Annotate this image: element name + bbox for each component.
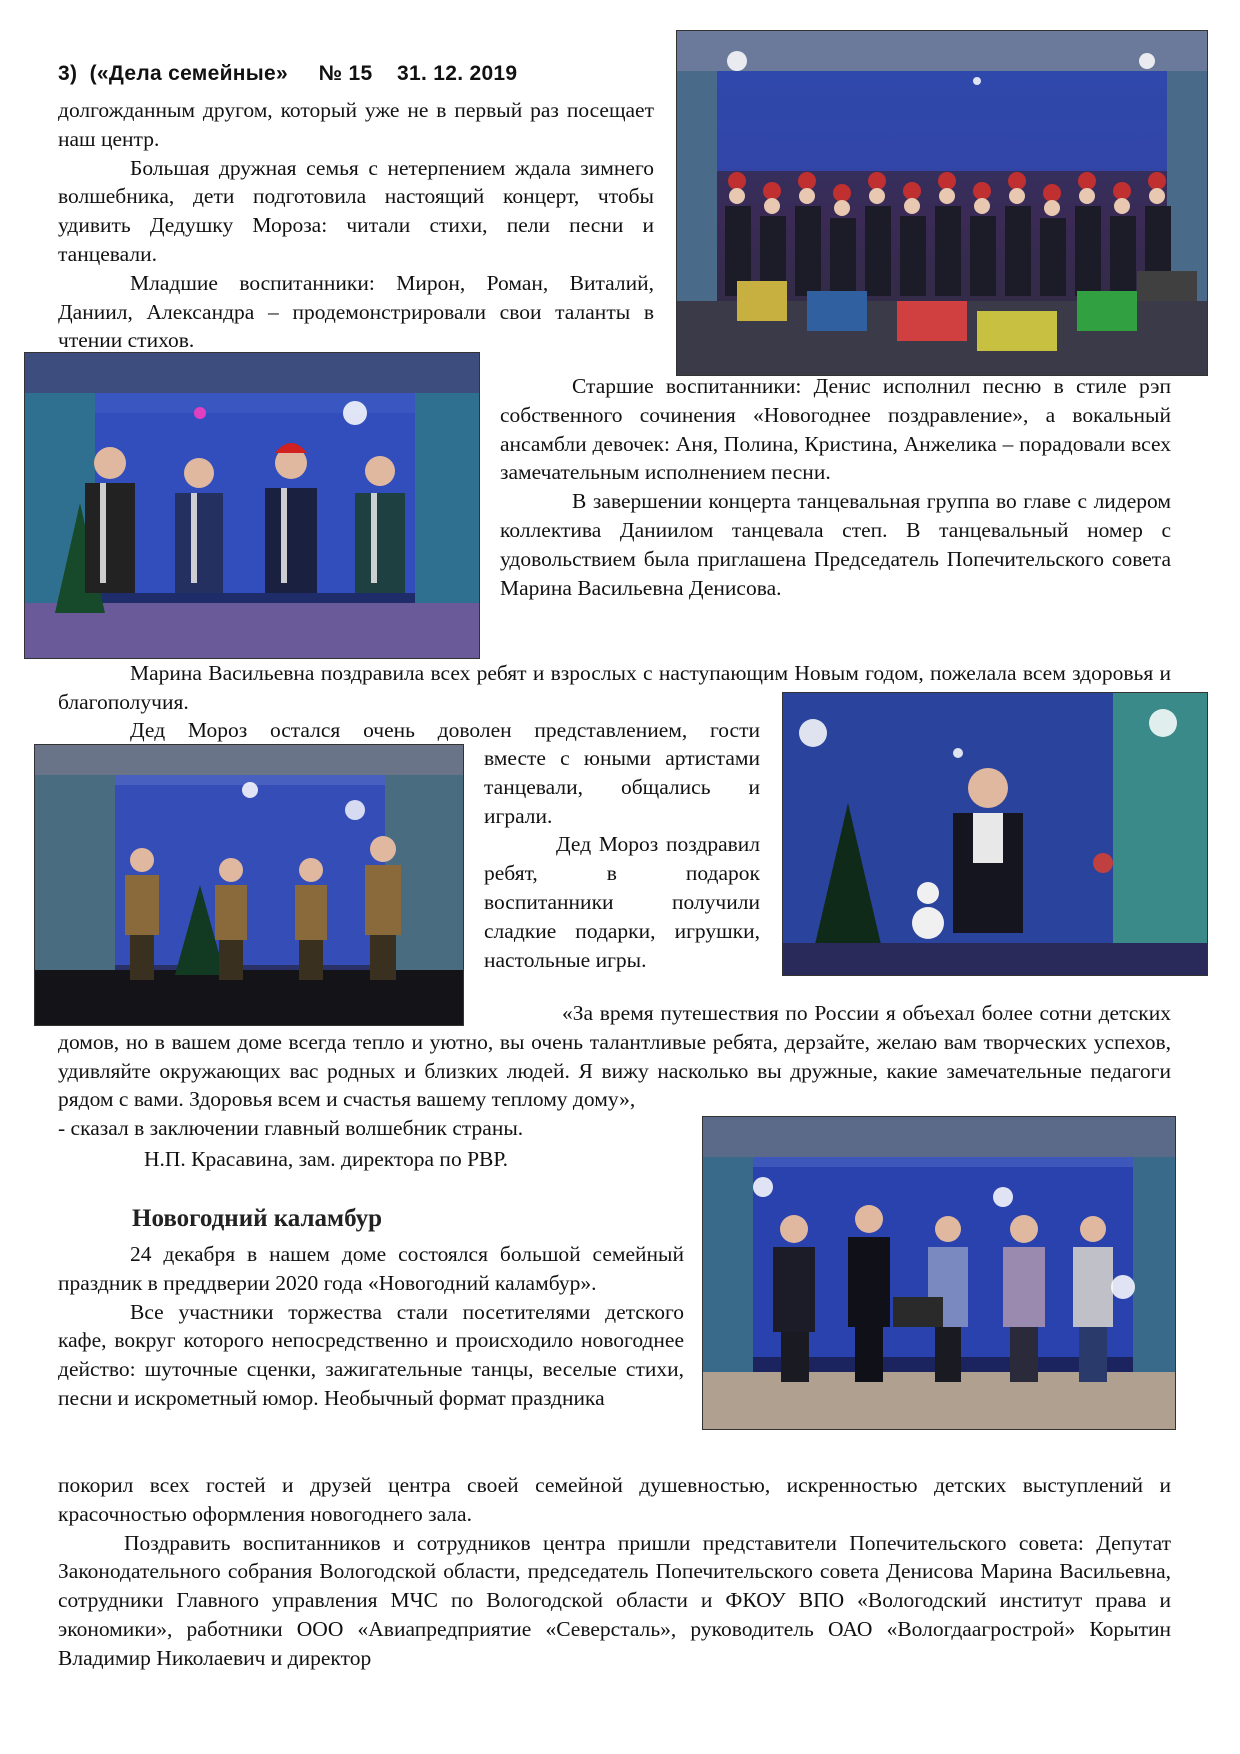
paragraph: долгожданным другом, который уже не в первый раз посещает наш центр. <box>58 98 654 151</box>
paragraph: Поздравить воспитанников и сотрудников центра пришли представители Попечительского совета: Депутат Законодательного собрания Вологодской области, председатель Попечительского совета Денисова Марина Васильевна, сотрудники Главного управления МЧС по Вологодской области и ФКОУ ВПО «Вологодский институт права и экономики», работники ООО «Авиапредприятие «Северсталь», руководитель ОАО «Вологдаагрострой» Корытин Владимир Николаевич и директор <box>58 1530 1171 1670</box>
paragraph: - сказал в заключении главный волшебник страны. <box>58 1116 524 1141</box>
section2-text <box>58 1240 684 1413</box>
paragraph: В завершении концерта танцевальная группа во главе с лидером коллектива Даниилом танцевала степ. В танцевальный номер с удовольствием была приглашена Председатель Попечительского совета Марина Васильевна Денисова. <box>500 489 1171 600</box>
paragraph: Старшие воспитанники: Денис исполнил песню в стиле рэп собственного сочинения «Новогоднее поздравление», а вокальный ансамбли девочек: Аня, Полина, Кристина, Анжелика – порадовали всех замечательным исполнением песни. <box>500 374 1171 485</box>
issue-header <box>58 62 517 86</box>
paragraph: Дед Мороз поздравил ребят, в подарок воспитанники получили сладкие подарки, игрушки, настольные игры. <box>484 832 760 972</box>
paragraph: Младшие воспитанники: Мирон, Роман, Виталий, Даниил, Александра – продемонстрировали свои таланты в чтении стихов. <box>58 270 654 353</box>
paragraph: 24 декабря в нашем доме состоялся большой семейный праздник в преддверии 2020 года «Новогодний каламбур». <box>58 1242 684 1295</box>
paragraph: Марина Васильевна поздравила всех ребят и взрослых с наступающим Новым годом, пожелала всем здоровья и благополучия. <box>58 661 1171 714</box>
intro-text <box>58 96 654 355</box>
issue-date: 31. 12. 2019 <box>397 62 518 85</box>
paragraph: Большая дружная семья с нетерпением ждала зимнего волшебника, дети подготовила настоящий концерт, чтобы удивить Дедушку Мороза: читали стихи, пели песни и танцевали. <box>58 155 654 266</box>
quote: «За время путешествия по России я объехал более сотни детских домов, но в вашем доме всегда тепло и уютно, вы очень талантливые ребята, дерзайте, желаю вам творческих успехов, удивляйте окружающих вас родных и близких людей. Я вижу насколько вы дружные, какие замечательные педагоги рядом с вами. Здоровья всем и счастья вашему теплому дому», <box>58 1001 1171 1112</box>
section-heading: Новогодний каламбур <box>132 1205 383 1232</box>
page-number: 3) <box>58 62 78 85</box>
paragraph: Дед Мороз остался очень доволен представлением, гости <box>130 718 760 742</box>
boys-dance-photo <box>34 744 464 1026</box>
group-photo <box>676 30 1208 376</box>
paragraph: Все участники торжества стали посетителями детского кафе, вокруг которого непосредственно и происходило новогоднее действо: шуточные сценки, зажигательные танцы, веселые стихи, песни и искрометный юмор. Необычный формат праздника <box>58 1299 684 1410</box>
paragraph: покорил всех гостей и друзей центра своей семейной душевностью, искренностью детских выступлений и красочностью оформления новогоднего зала. <box>58 1473 1171 1526</box>
newsletter-title: («Дела семейные» <box>89 62 288 85</box>
section2-continued <box>58 1471 1171 1673</box>
boy-singing-photo <box>782 692 1208 976</box>
concert-text <box>500 372 1171 602</box>
girls-singing-photo <box>24 352 480 659</box>
issue-number: № 15 <box>318 62 373 85</box>
signature: Н.П. Красавина, зам. директора по РВР. <box>144 1147 509 1171</box>
santa-column-text <box>484 744 760 974</box>
paragraph: вместе с юными артистами танцевали, общались и играли. <box>484 746 760 828</box>
santa-first-line <box>58 716 760 745</box>
boys-band-photo <box>702 1116 1176 1430</box>
